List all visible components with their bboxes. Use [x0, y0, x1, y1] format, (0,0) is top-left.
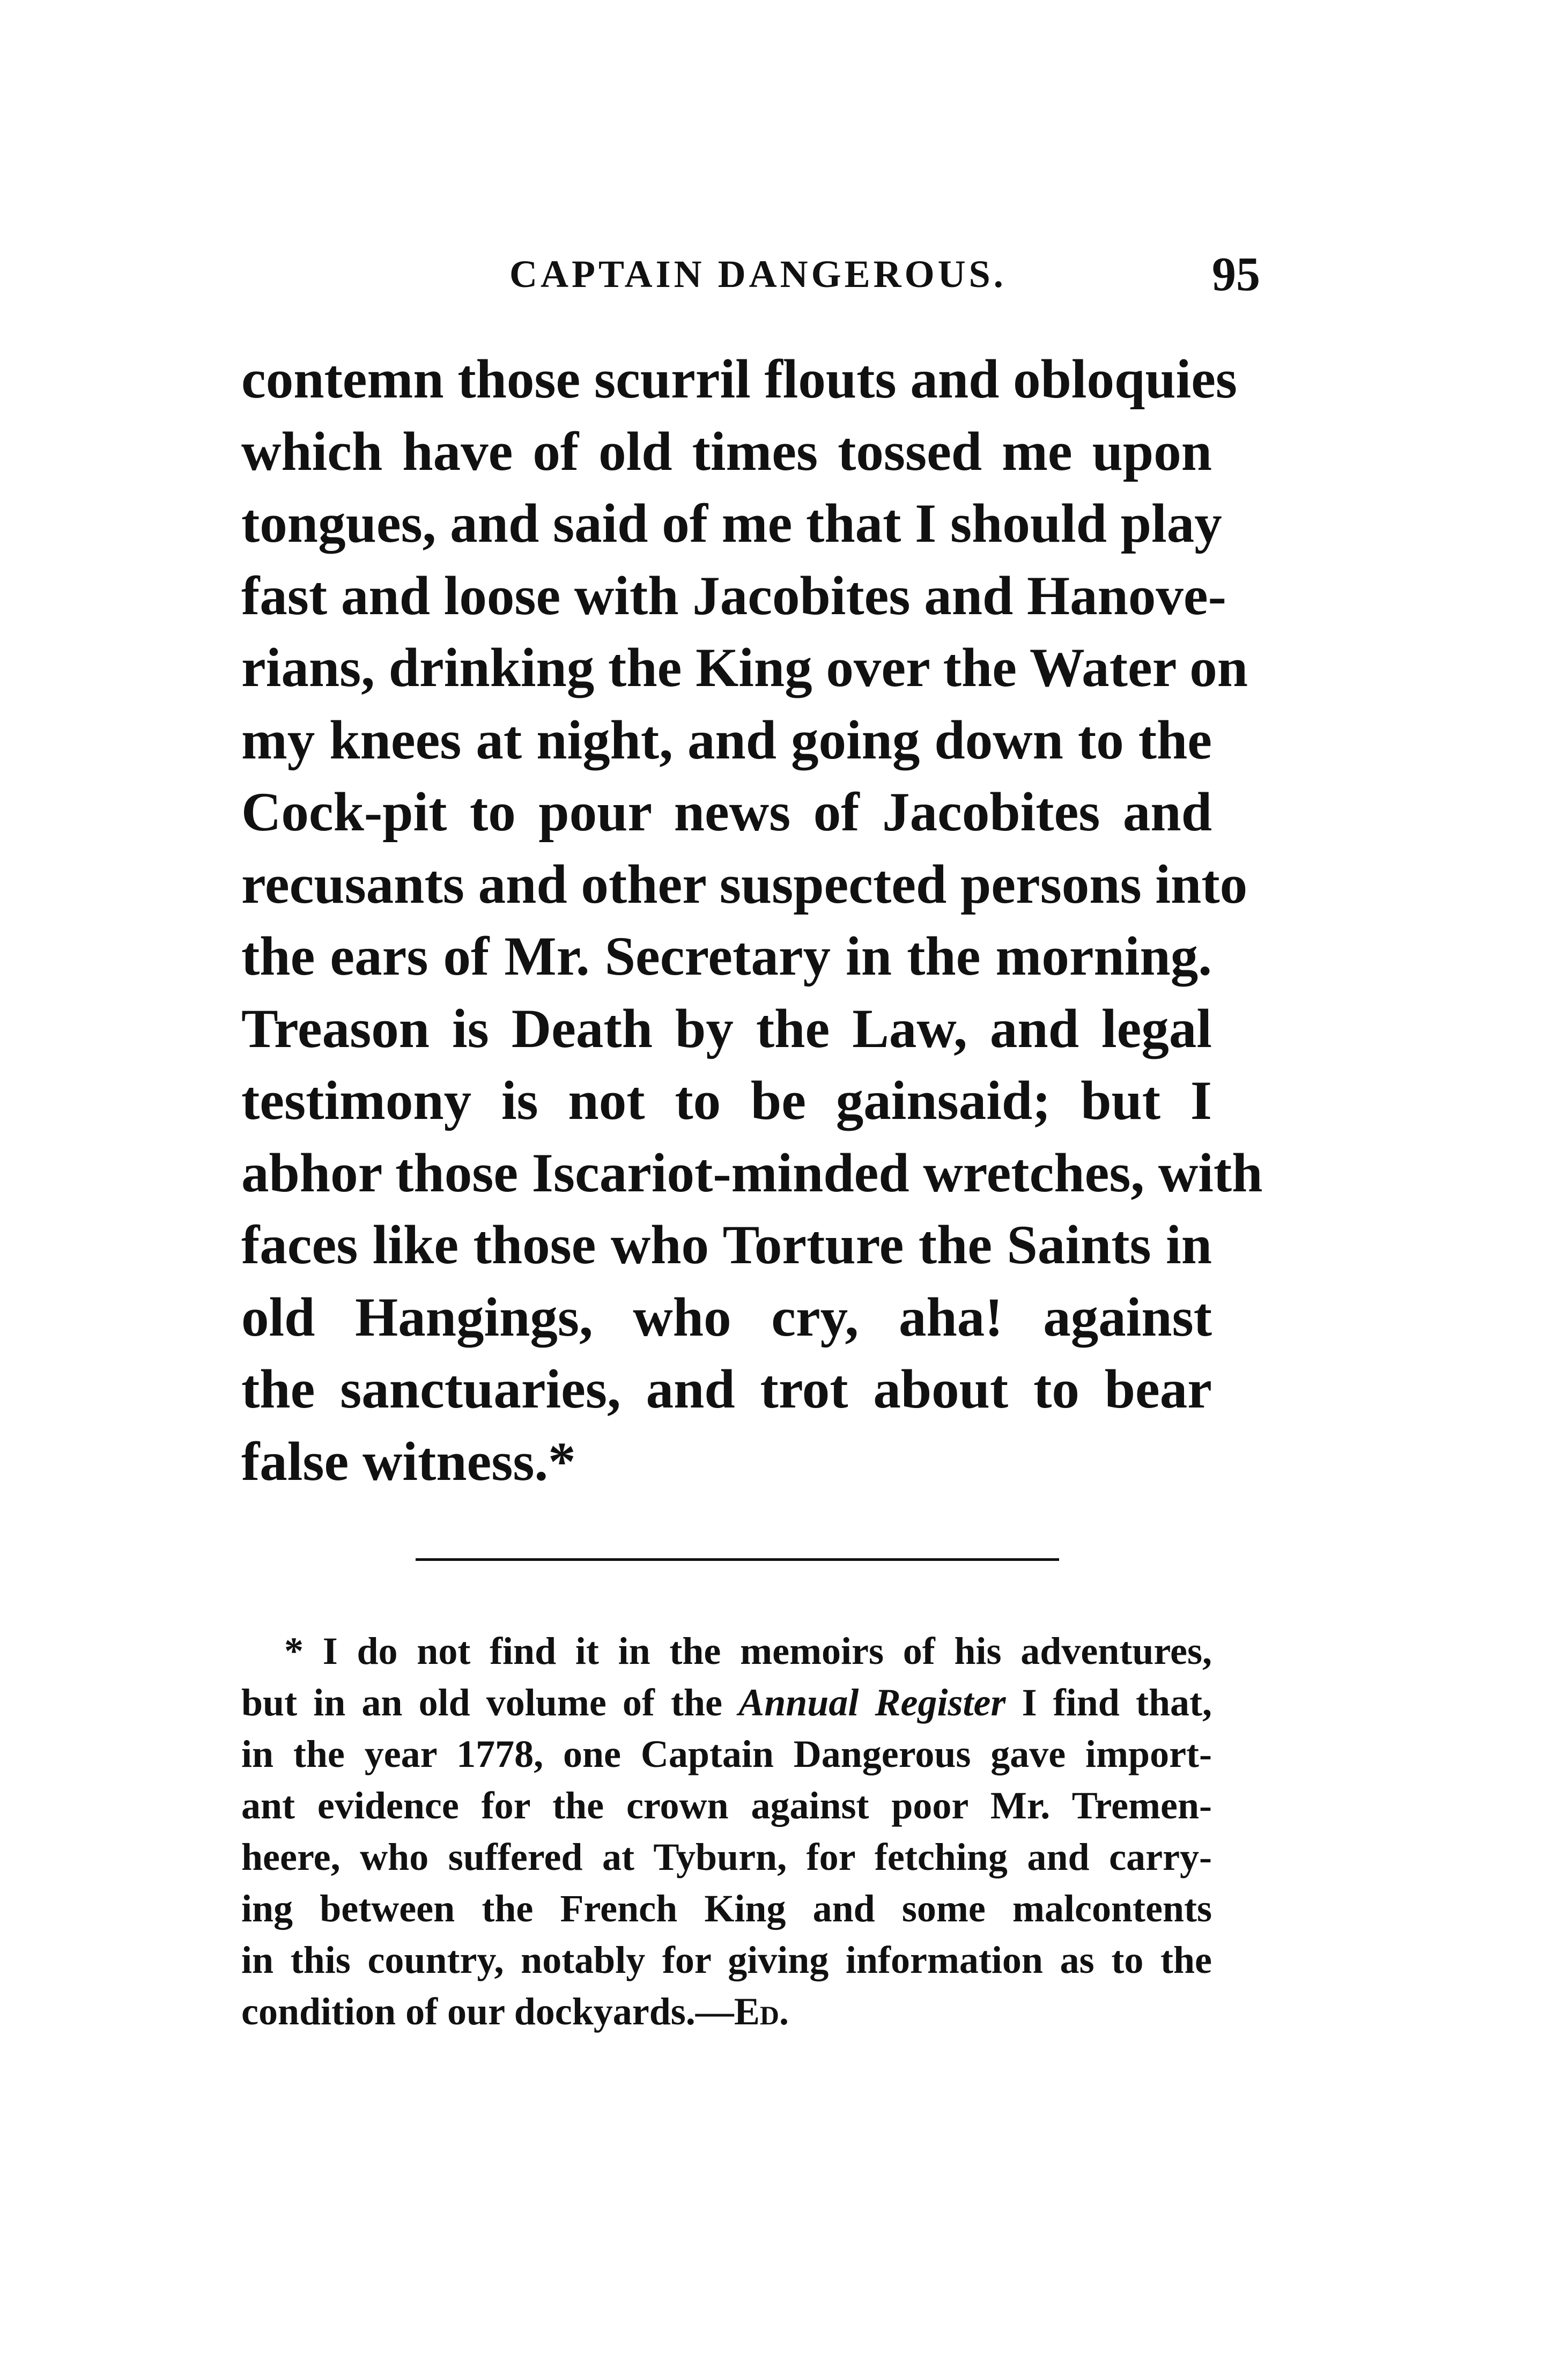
body-line: the ears of Mr. Secretary in the morning.	[241, 926, 1212, 987]
footnote-line	[241, 1677, 1212, 1728]
footnote-rule	[416, 1558, 1059, 1561]
footnote-line	[241, 1986, 1212, 2037]
body-paragraph	[241, 343, 1263, 1498]
body-line: faces like those who Torture the Saints in	[241, 1214, 1212, 1276]
body-line: rians, drinking the King over the Water on	[241, 637, 1248, 698]
footnote-text: I find that,	[1005, 1681, 1212, 1724]
body-line: the sanctuaries, and trot about to bear	[241, 1359, 1212, 1420]
footnote	[241, 1625, 1212, 2037]
body-line: old Hangings, who cry, aha! against	[241, 1286, 1212, 1348]
editor-signature: Ed.	[734, 1990, 789, 2033]
body-line: false witness.*	[241, 1431, 576, 1492]
running-title: CAPTAIN DANGEROUS.	[509, 253, 1007, 296]
body-line: my knees at night, and going down to the	[241, 709, 1212, 771]
body-line: abhor those Iscariot-minded wretches, with	[241, 1142, 1263, 1204]
body-line: fast and loose with Jacobites and Hanove-	[241, 565, 1226, 627]
body-line: Treason is Death by the Law, and legal	[241, 998, 1212, 1059]
footnote-line: * I do not find it in the memoirs of his adventures,	[284, 1630, 1212, 1672]
footnote-text: but in an old volume of the	[241, 1681, 739, 1724]
body-line: testimony is not to be gainsaid; but I	[241, 1070, 1212, 1131]
footnote-line: in the year 1778, one Captain Dangerous gave import-	[241, 1733, 1212, 1775]
footnote-line: ant evidence for the crown against poor Mr. Tremen-	[241, 1784, 1212, 1827]
body-line: Cock-pit to pour news of Jacobites and	[241, 782, 1212, 843]
footnote-line: in this country, notably for giving information as to the	[241, 1939, 1212, 1981]
footnote-line: ing between the French King and some malcontents	[241, 1887, 1212, 1930]
annual-register-title: Annual Register	[738, 1681, 1006, 1724]
footnote-text: condition of our dockyards.—	[241, 1990, 734, 2033]
page-number: 95	[1212, 248, 1260, 301]
body-line: recusants and other suspected persons into	[241, 853, 1248, 915]
footnote-line: heere, who suffered at Tyburn, for fetching and carry-	[241, 1836, 1212, 1878]
body-line: which have of old times tossed me upon	[241, 421, 1212, 482]
body-line: contemn those scurril flouts and obloquies	[241, 349, 1238, 410]
running-head	[241, 247, 1260, 306]
body-line: tongues, and said of me that I should play	[241, 493, 1222, 554]
